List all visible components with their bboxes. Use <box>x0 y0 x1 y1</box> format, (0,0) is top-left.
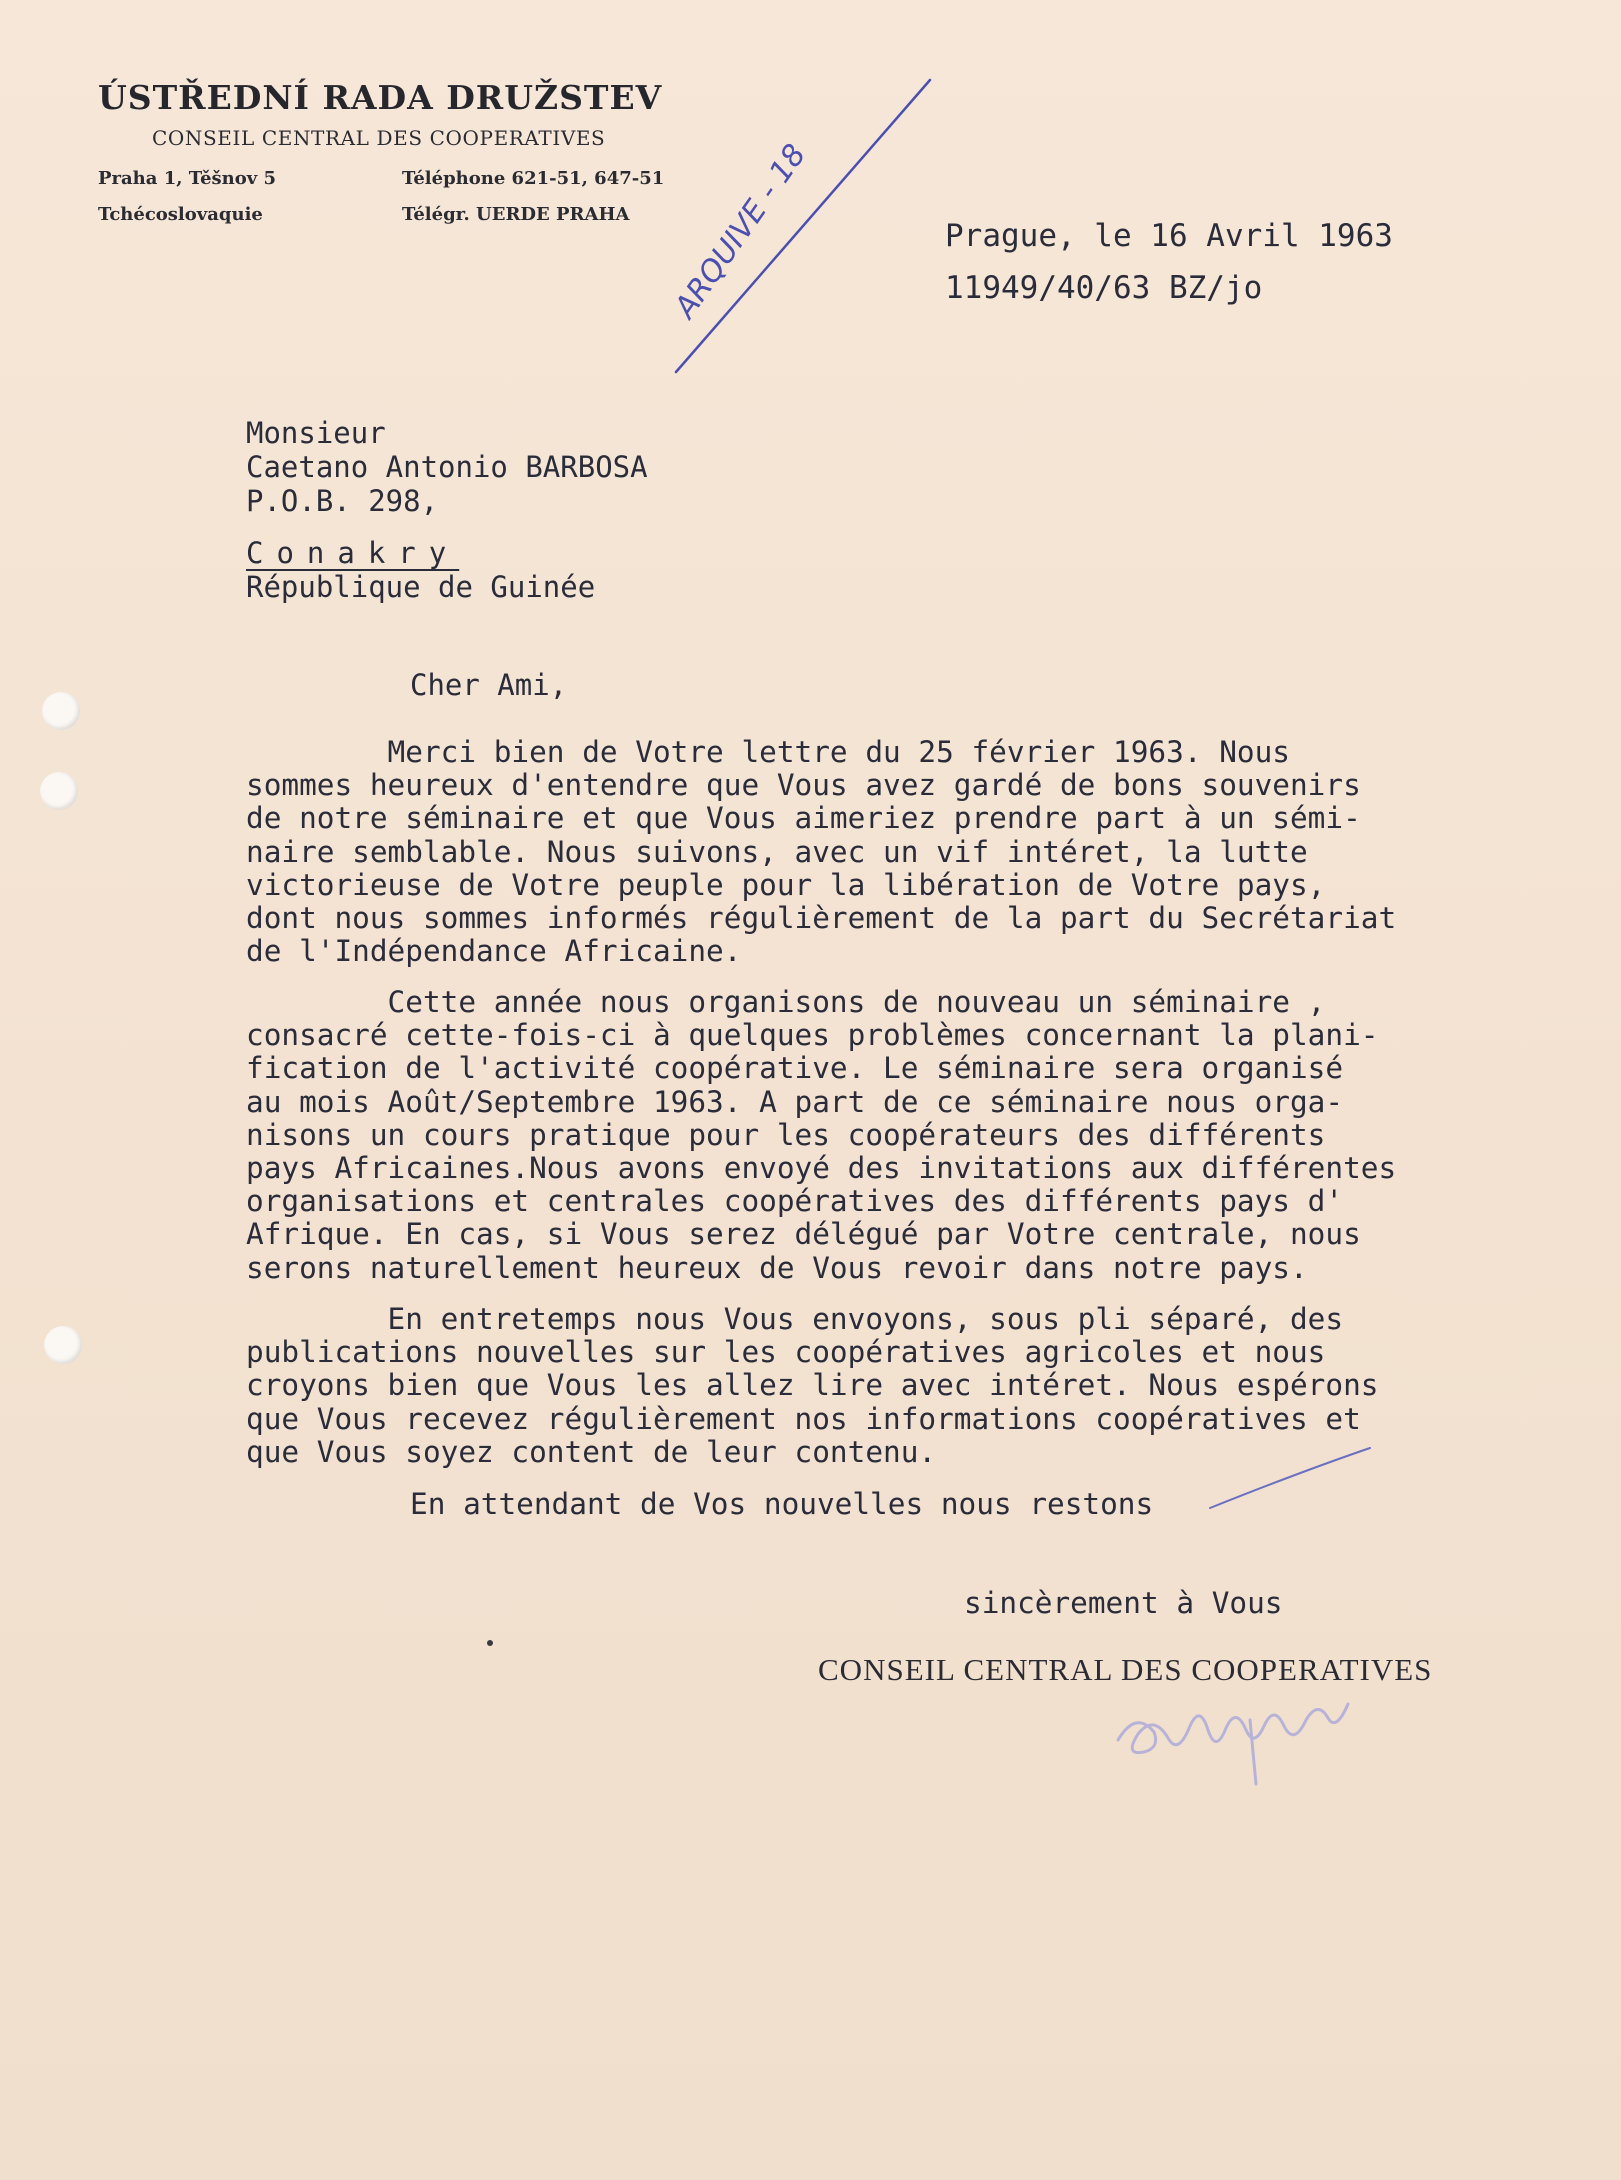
recipient-name: Caetano Antonio BARBOSA <box>246 450 648 484</box>
recipient-title: Monsieur <box>246 416 386 450</box>
body-paragraph-3: En entretemps nous Vous envoyons, sous pli séparé, des publications nouvelles sur les coopératives agricoles et nous croyons bien que Vous les allez lire avec intéret. Nous espérons que Vous recevez régulièrement nos informations coopératives et que Vous soyez content de leur contenu. <box>246 1302 1379 1469</box>
sign-off: sincèrement à Vous <box>964 1586 1283 1620</box>
recipient-location <box>246 536 595 604</box>
letterhead-address-country: Tchécoslovaquie <box>98 204 263 225</box>
archive-note-text: ARQUIVE - 18 <box>667 137 814 325</box>
letterhead-organization: ÚSTŘEDNÍ RADA DRUŽSTEV <box>98 78 663 117</box>
signature-scribble <box>1118 1704 1348 1784</box>
body-paragraph-2: Cette année nous organisons de nouveau un séminaire , consacré cette-fois-ci à quelques problèmes concernant la plani- fication de l'activité coopérative. Le séminaire sera organisé au mois Août/Septembre 1963. A part de ce séminaire nous orga- nisons un cours pratique pour les coopérateurs des différents pays Africaines.Nous avons envoyé des invitations aux différentes organisations et centrales coopératives des différents pays d' Afrique. En cas, si Vous serez délégué par Votre centrale, nous serons naturellement heureux de Vous revoir dans notre pays. <box>246 985 1397 1285</box>
closing-line: En attendant de Vos nouvelles nous restons <box>410 1487 1154 1521</box>
ink-speck <box>487 1640 493 1646</box>
date-reference-block <box>945 210 1393 314</box>
recipient-country: République de Guinée <box>246 570 596 604</box>
letterhead-organization-fr: CONSEIL CENTRAL DES COOPERATIVES <box>152 126 606 150</box>
letterhead-address-street: Praha 1, Těšnov 5 <box>98 168 277 189</box>
salutation: Cher Ami, <box>410 668 568 702</box>
letterhead-telegraph: Télégr. UERDE PRAHA <box>402 204 630 225</box>
recipient-address <box>246 416 648 518</box>
recipient-po-box: P.O.B. 298, <box>246 484 439 518</box>
date-line: Prague, le 16 Avril 1963 <box>945 218 1393 254</box>
recipient-city: Conakry <box>246 536 460 570</box>
reference-number: 11949/40/63 BZ/jo <box>945 270 1263 306</box>
body-paragraph-1: Merci bien de Votre lettre du 25 février 1963. Nous sommes heureux d'entendre que Vous avez gardé de bons souvenirs de notre séminaire et que Vous aimeriez prendre part à un sémi- naire semblable. Nous suivons, avec un vif intéret, la lutte victorieuse de Votre peuple pour la libération de Votre pays, dont nous sommes informés régulièrement de la part du Secrétariat de l'Indépendance Africaine. <box>246 735 1397 969</box>
signatory: CONSEIL CENTRAL DES COOPERATIVES <box>818 1652 1433 1687</box>
letterhead-phone: Téléphone 621-51, 647-51 <box>402 168 665 189</box>
